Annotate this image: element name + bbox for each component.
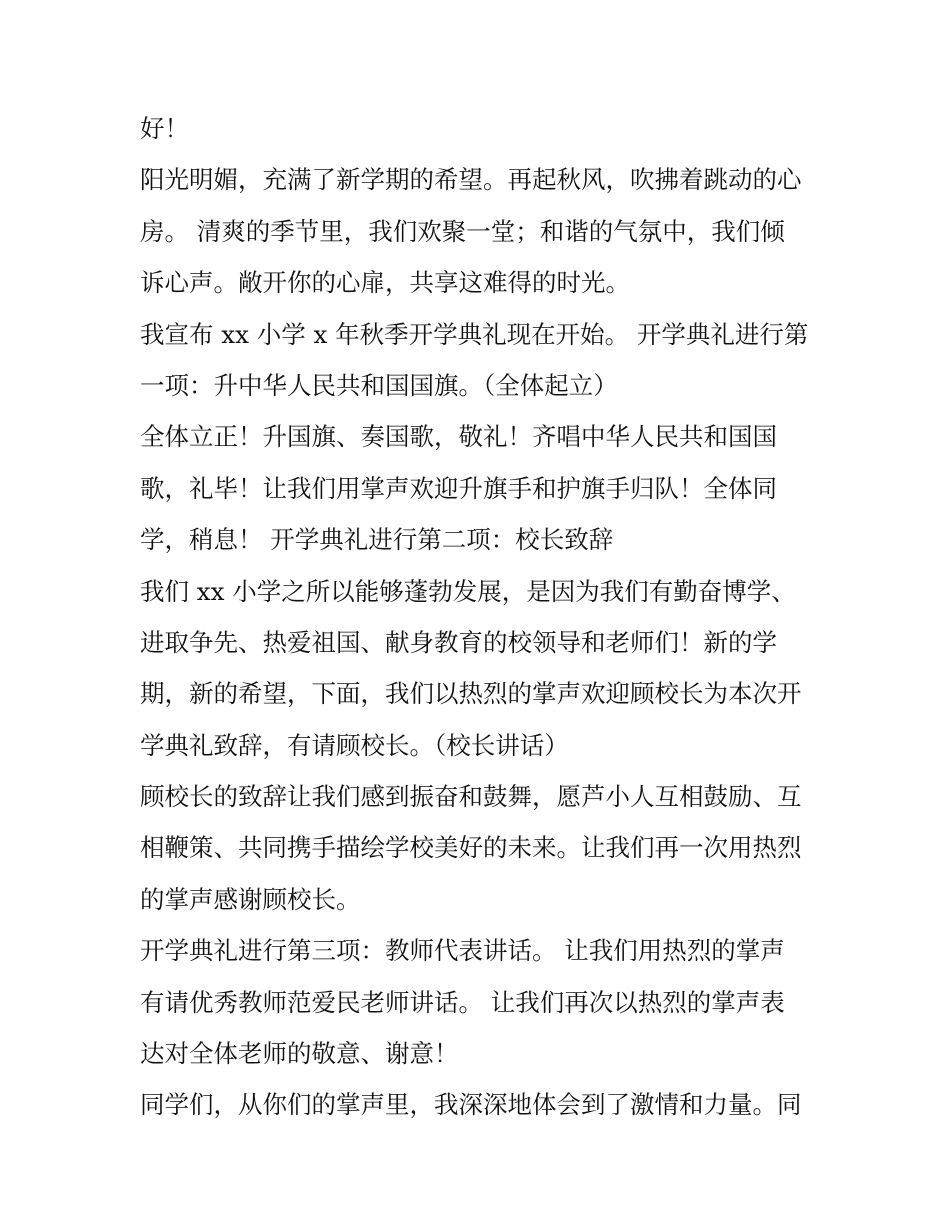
text-line-16: 的掌声感谢顾校长。 xyxy=(140,884,361,914)
text-line-12: 期，新的希望，下面，我们以热烈的掌声欢迎顾校长为本次开 xyxy=(140,679,802,709)
text-line-20: 同学们，从你们的掌声里，我深深地体会到了激情和力量。同 xyxy=(140,1090,802,1120)
text-line-10: 我们 xx 小学之所以能够蓬勃发展，是因为我们有勤奋博学、 xyxy=(140,576,796,606)
text-line-19: 达对全体老师的敬意、谢意！ xyxy=(140,1039,459,1069)
text-line-11: 进取争先、热爱祖国、献身教育的校领导和老师们！新的学 xyxy=(140,627,777,657)
text-line-17: 开学典礼进行第三项：教师代表讲话。 让我们用热烈的掌声 xyxy=(140,936,785,966)
text-line-15: 相鞭策、共同携手描绘学校美好的未来。让我们再一次用热烈 xyxy=(140,833,802,863)
text-line-18: 有请优秀教师范爱民老师讲话。 让我们再次以热烈的掌声表 xyxy=(140,987,785,1017)
text-line-2: 阳光明媚，充满了新学期的希望。再起秋风，吹拂着跳动的心 xyxy=(140,165,802,195)
text-line-5: 我宣布 xx 小学 x 年秋季开学典礼现在开始。 开学典礼进行第 xyxy=(140,319,809,349)
text-line-6: 一项：升中华人民共和国国旗。（全体起立） xyxy=(140,370,618,400)
text-line-7: 全体立正！升国旗、奏国歌，敬礼！齐唱中华人民共和国国 xyxy=(140,422,777,452)
text-line-13: 学典礼致辞，有请顾校长。（校长讲话） xyxy=(140,730,569,760)
text-line-3: 房。 清爽的季节里，我们欢聚一堂；和谐的气氛中，我们倾 xyxy=(140,216,785,246)
text-line-9: 学，稍息！ 开学典礼进行第二项：校长致辞 xyxy=(140,525,614,555)
text-line-14: 顾校长的致辞让我们感到振奋和鼓舞，愿芦小人互相鼓励、互 xyxy=(140,782,802,812)
document-body xyxy=(140,103,816,1131)
text-line-4: 诉心声。敞开你的心扉，共享这难得的时光。 xyxy=(140,268,630,298)
text-line-1: 好！ xyxy=(140,114,189,143)
text-line-8: 歌，礼毕！让我们用掌声欢迎升旗手和护旗手归队！全体同 xyxy=(140,473,777,503)
